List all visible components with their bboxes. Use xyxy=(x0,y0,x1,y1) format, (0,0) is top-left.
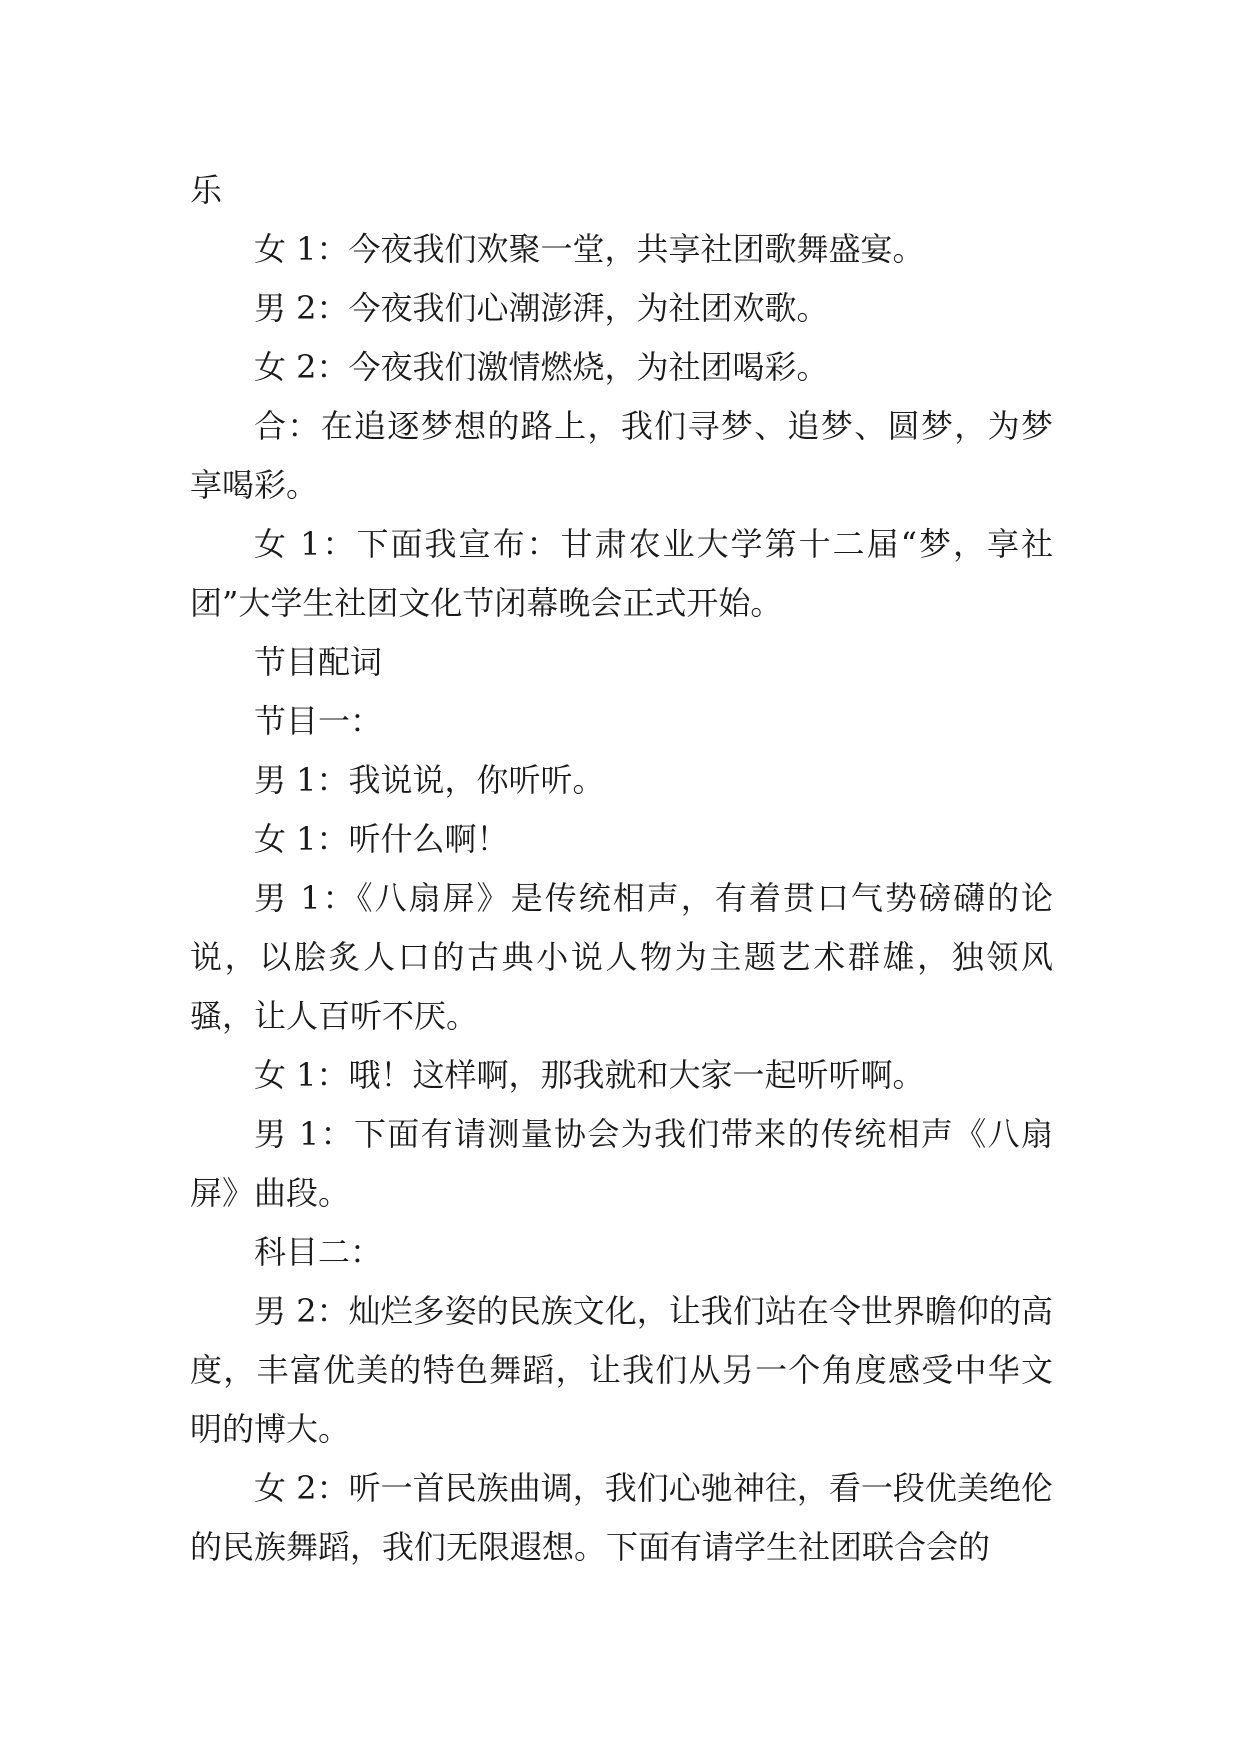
paragraph: 女 1：今夜我们欢聚一堂，共享社团歌舞盛宴。 xyxy=(254,230,925,268)
paragraph: 男 2：今夜我们心潮澎湃，为社团欢歌。 xyxy=(254,289,829,327)
paragraph: 女 2：听一首民族曲调，我们心驰神往，看一段优美绝伦的民族舞蹈，我们无限遐想。下面有请学生社团联合会的 xyxy=(190,1469,1053,1566)
program-heading: 节目一： xyxy=(254,702,383,740)
document-body xyxy=(190,161,1053,1577)
program-heading: 科目二： xyxy=(254,1233,383,1271)
paragraph: 女 1：听什么啊！ xyxy=(254,820,509,858)
paragraph: 男 1：《八扇屏》是传统相声，有着贯口气势磅礴的论说，以脍炙人口的古典小说人物为主题艺术群雄，独领风骚，让人百听不厌。 xyxy=(190,879,1053,1035)
paragraph: 乐 xyxy=(190,171,223,209)
paragraph: 女 1：下面我宣布：甘肃农业大学第十二届“梦，享社团”大学生社团文化节闭幕晚会正式开始。 xyxy=(190,525,1053,622)
paragraph: 男 1：下面有请测量协会为我们带来的传统相声《八扇屏》曲段。 xyxy=(190,1115,1053,1212)
paragraph: 合：在追逐梦想的路上，我们寻梦、追梦、圆梦，为梦享喝彩。 xyxy=(190,407,1053,504)
paragraph: 男 1：我说说，你听听。 xyxy=(254,761,605,799)
paragraph: 男 2：灿烂多姿的民族文化，让我们站在令世界瞻仰的高度，丰富优美的特色舞蹈，让我们从另一个角度感受中华文明的博大。 xyxy=(190,1292,1053,1448)
section-heading: 节目配词 xyxy=(254,643,383,681)
paragraph: 女 1：哦！这样啊，那我就和大家一起听听啊。 xyxy=(254,1056,925,1094)
paragraph: 女 2：今夜我们激情燃烧，为社团喝彩。 xyxy=(254,348,829,386)
